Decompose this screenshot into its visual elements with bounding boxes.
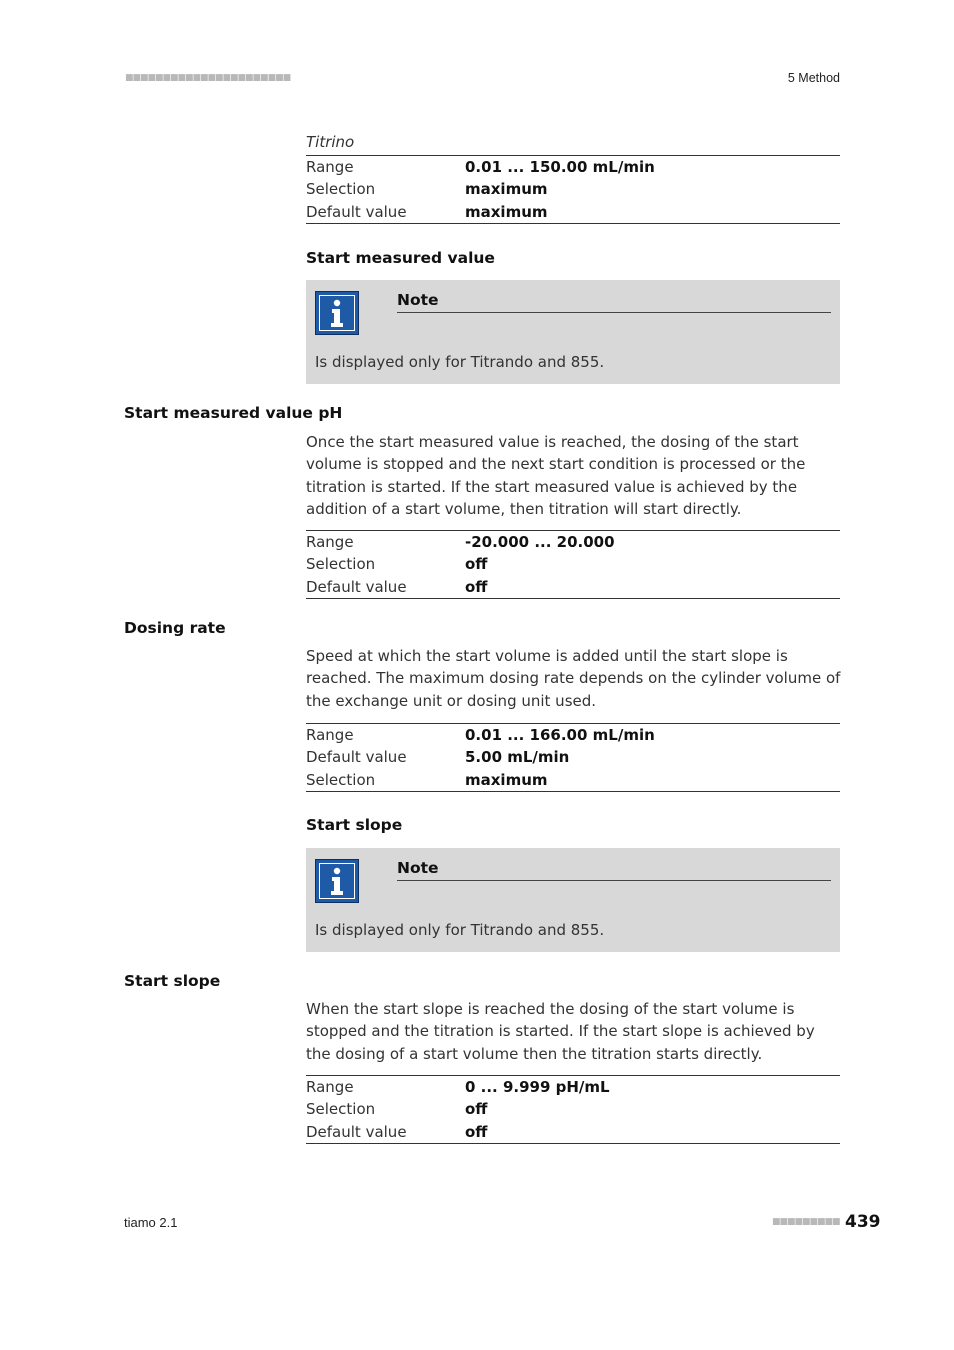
param-value: maximum — [465, 202, 548, 221]
param-value: off — [465, 1122, 488, 1141]
note-text: Is displayed only for Titrando and 855. — [315, 353, 605, 371]
dosing-rate-table — [306, 723, 840, 792]
param-value: off — [465, 577, 488, 596]
param-key: Range — [306, 158, 354, 177]
start-slope-subheading: Start slope — [306, 816, 403, 834]
param-key: Range — [306, 726, 354, 745]
param-value: off — [465, 555, 488, 574]
chapter-title: 5 Method — [787, 71, 840, 85]
param-value: off — [465, 1100, 488, 1119]
titrino-caption: Titrino — [306, 133, 355, 151]
start-slope-heading: Start slope — [124, 972, 221, 990]
table-row — [306, 769, 840, 791]
table-row — [306, 1098, 840, 1120]
table-row — [306, 201, 840, 223]
note-title: Note — [397, 291, 831, 313]
param-key: Selection — [306, 555, 376, 574]
dosing-rate-description: Speed at which the start volume is added until the start slope is reached. The maximum dosing rate depends on the cylinder volume of the exchange unit or dosing unit used. — [306, 647, 841, 710]
info-icon — [315, 291, 359, 335]
footer-decoration: ■■■■■■■■■ — [772, 1217, 840, 1227]
page-number: 439 — [845, 1212, 881, 1232]
start-measured-value-ph-description: Once the start measured value is reached, the dosing of the start volume is stopped and the next start condition is processed or the titration is started. If the start measured value is achieved by the addition of a start volume, then titration will start directly. — [306, 433, 806, 519]
param-value: 5.00 mL/min — [465, 748, 570, 767]
table-row — [306, 1121, 840, 1143]
param-value: 0.01 ... 150.00 mL/min — [465, 158, 655, 177]
note-title: Note — [397, 859, 831, 881]
table-row — [306, 531, 840, 553]
start-measured-value-ph-table — [306, 530, 840, 599]
start-slope-description: When the start slope is reached the dosing of the start volume is stopped and the titration is started. If the start slope is achieved by the dosing of a start volume then the titration starts directly. — [306, 1000, 815, 1063]
table-row — [306, 1076, 840, 1098]
param-key: Selection — [306, 180, 376, 199]
param-key: Selection — [306, 1100, 376, 1119]
dosing-rate-heading: Dosing rate — [124, 619, 226, 637]
param-key: Default value — [306, 1122, 407, 1141]
info-icon — [315, 859, 359, 903]
table-row — [306, 156, 840, 178]
param-key: Range — [306, 1078, 354, 1097]
param-key: Default value — [306, 748, 407, 767]
start-measured-value-ph-heading: Start measured value pH — [124, 404, 343, 422]
note-text: Is displayed only for Titrando and 855. — [315, 921, 605, 939]
table-row — [306, 746, 840, 768]
start-slope-table — [306, 1075, 840, 1144]
param-value: -20.000 ... 20.000 — [465, 533, 615, 552]
footer-product: tiamo 2.1 — [124, 1215, 178, 1230]
param-key: Range — [306, 533, 354, 552]
param-key: Default value — [306, 577, 407, 596]
param-value: 0.01 ... 166.00 mL/min — [465, 726, 655, 745]
param-value: 0 ... 9.999 pH/mL — [465, 1078, 610, 1097]
start-measured-value-heading: Start measured value — [306, 249, 495, 267]
table-row — [306, 178, 840, 200]
table-row — [306, 553, 840, 575]
param-key: Selection — [306, 770, 376, 789]
titrino-parameter-table — [306, 155, 840, 224]
header-decoration: ■■■■■■■■■■■■■■■■■■■■■■ — [125, 73, 291, 83]
table-row — [306, 576, 840, 598]
param-value: maximum — [465, 770, 548, 789]
note-box — [306, 848, 840, 952]
param-value: maximum — [465, 180, 548, 199]
table-row — [306, 724, 840, 746]
note-box — [306, 280, 840, 384]
param-key: Default value — [306, 202, 407, 221]
